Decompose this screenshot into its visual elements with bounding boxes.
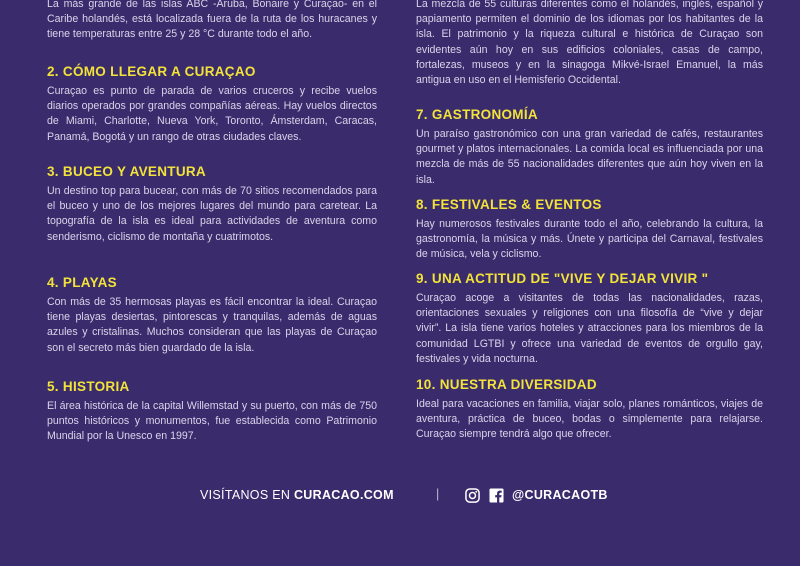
section-como-llegar [47,64,377,145]
section-title: 3. BUCEO Y AVENTURA [47,164,206,179]
intro-left-text: La más grande de las islas ABC -Aruba, Bonaire y Curaçao- en el Caribe holandés, está localizada fuera de la ruta de los huracanes y tiene temperaturas entre 25 y 28 °C durante todo el año. [47,0,377,41]
visit-prefix: VISÍTANOS EN [200,488,294,502]
footer [0,487,800,505]
section-gastronomia [416,107,763,188]
section-title: 8. FESTIVALES & EVENTOS [416,197,602,212]
section-title: 2. CÓMO LLEGAR A CURAÇAO [47,64,256,79]
section-title: 7. GASTRONOMÍA [416,107,538,122]
section-title: 9. UNA ACTITUD DE "VIVE Y DEJAR VIVIR " [416,271,709,286]
section-actitud [416,271,763,367]
section-title: 10. NUESTRA DIVERSIDAD [416,377,597,392]
instagram-icon[interactable] [465,488,480,503]
section-text: Un destino top para bucear, con más de 70 sitios recomendados para el buceo y uno de los mejores lugares del mundo para caretear. La topografía de la isla es ideal para actividades de aventura como senderismo, ciclismo de montaña y cuatrimotos. [47,185,377,243]
facebook-icon[interactable] [489,488,504,503]
section-title: 5. HISTORIA [47,379,130,394]
website-link[interactable]: CURACAO.COM [293,488,394,502]
intro-right-text: La mezcla de 55 culturas diferentes como el holandés, inglés, español y papiamento permiten el dominio de los idiomas por los habitantes de la isla. El patrimonio y la riqueza cultural e histórica de Curaçao son evidentes aún hoy en sus edificios coloniales, casas de campo, fortalezas, museos y en la sinagoga Mikvé-Israel Emanuel, la más antigua en uso en el Hemisferio Occidental. [416,0,763,87]
social-handle[interactable]: @CURACAOTB [512,488,608,502]
section-text: Un paraíso gastronómico con una gran variedad de cafés, restaurantes gourmet y platos internacionales. La comida local es influenciada por una mezcla de más de 55 nacionalidades diferentes que aún hoy viven en la isla. [416,128,763,186]
visit-text [200,488,394,502]
section-intro-right [416,0,763,88]
section-text: Ideal para vacaciones en familia, viajar solo, planes románticos, viajes de aventura, práctica de buceo, bodas o simplemente para relajarse. Curaçao siempre tendrá algo que ofrecer. [416,398,763,441]
section-title: 4. PLAYAS [47,275,117,290]
section-text: Hay numerosos festivales durante todo el año, celebrando la cultura, la gastronomía, la música y más. Únete y participa del Carnaval, festivales de música, vela y ciclismo. [416,218,763,261]
section-text: Curaçao es punto de parada de varios cruceros y recibe vuelos diarios operados por grandes compañías aéreas. Hay vuelos directos de Miami, Charlotte, Nueva York, Toronto, Ámsterdam, Caracas, Panamá, Bogotá y un rango de otras ciudades claves. [47,85,377,143]
section-text: Con más de 35 hermosas playas es fácil encontrar la ideal. Curaçao tiene playas desiertas, pintorescas y tranquilas, además de aguas azules y cristalinas. Muchos consideran que las playas de Curaçao son el secreto más bien guardado de la isla. [47,296,377,354]
footer-separator: | [436,487,440,501]
section-buceo [47,164,377,245]
section-playas [47,275,377,356]
section-diversidad [416,377,763,443]
section-festivales [416,197,763,263]
section-text: El área histórica de la capital Willemstad y su puerto, con más de 750 puntos históricos y monumentos, fue establecida como Patrimonio Mundial por la Unesco en 1997. [47,400,377,443]
section-intro-left [47,0,377,43]
section-historia [47,379,377,445]
section-text: Curaçao acoge a visitantes de todas las nacionalidades, razas, orientaciones sexuales y religiones con una filosofía de “vive y dejar vivir”. La isla tiene varios hoteles y atracciones para los miembros de la comunidad LGTBI y ofrece una variedad de eventos de orgullo gay, festivales y vida nocturna. [416,292,763,365]
